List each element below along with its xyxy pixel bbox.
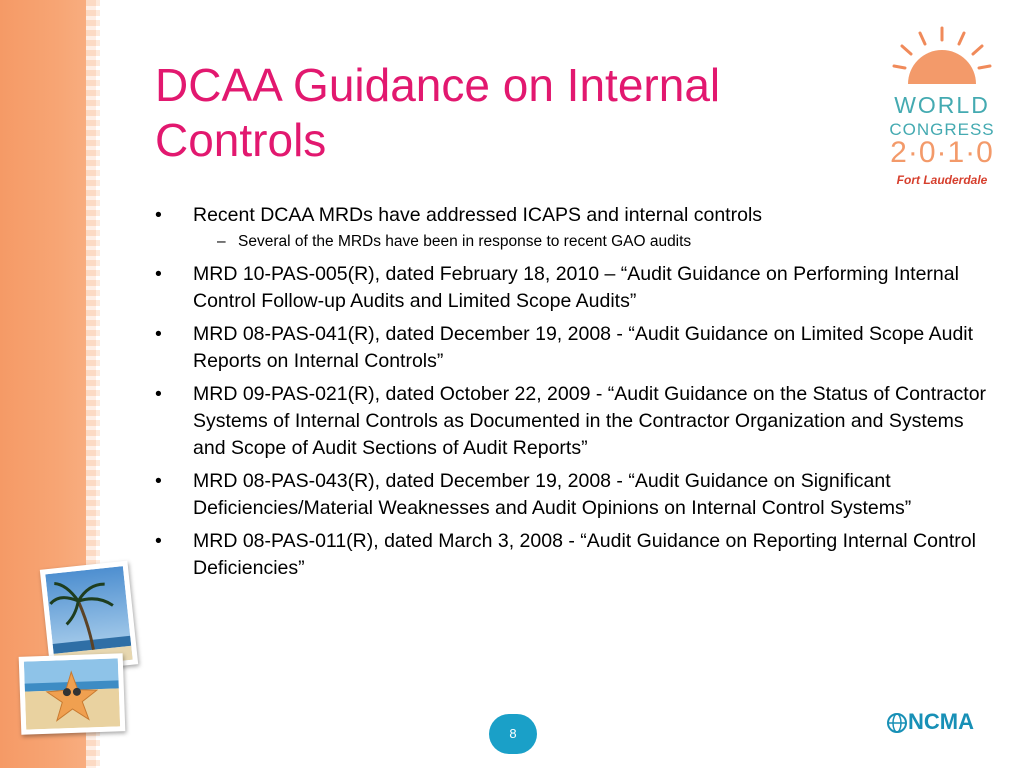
slide-title-line-2: Controls	[155, 114, 327, 166]
sub-bullet-text: Several of the MRDs have been in response to recent GAO audits	[238, 233, 692, 250]
bullet-text: MRD 08-PAS-011(R), dated March 3, 2008 - “Audit Guidance on Reporting Internal Control Deficiencies”	[193, 530, 976, 579]
logo-line-world: WORLD	[894, 92, 990, 118]
logo-line-congress: CONGRESS	[889, 120, 995, 139]
sun-icon	[884, 24, 1000, 94]
bullet-text: MRD 08-PAS-043(R), dated December 19, 2008 - “Audit Guidance on Significant Deficiencies/Material Weaknesses and Audit Opinions on Internal Control Systems”	[193, 470, 912, 519]
bullet-item	[155, 202, 995, 229]
ncma-logo	[886, 708, 998, 738]
logo-line-year: 2·0·1·0	[890, 136, 994, 169]
page-number-badge: 8	[489, 714, 537, 754]
bullet-text: MRD 08-PAS-041(R), dated December 19, 2008 - “Audit Guidance on Limited Scope Audit Reports on Internal Controls”	[193, 323, 974, 372]
bullet-item	[155, 468, 995, 522]
bullet-marker: •	[155, 383, 162, 405]
bullet-marker: •	[155, 470, 162, 492]
slide-title-line-1: DCAA Guidance on Internal	[155, 59, 721, 111]
slide-title	[155, 58, 845, 168]
bullet-marker: •	[155, 263, 162, 285]
starfish-beach-photo	[19, 653, 126, 735]
ncma-wordmark: NCMA	[908, 709, 974, 734]
bullet-marker: •	[155, 204, 162, 226]
bullet-list	[155, 202, 995, 588]
bullet-item	[155, 528, 995, 582]
bullet-text: MRD 10-PAS-005(R), dated February 18, 2010 – “Audit Guidance on Performing Internal Control Follow-up Audits and Limited Scope Audits”	[193, 263, 959, 312]
bullet-marker: •	[155, 323, 162, 345]
bullet-item	[155, 261, 995, 315]
bullet-item	[155, 381, 995, 462]
world-congress-logo	[884, 24, 1000, 196]
bullet-text: MRD 09-PAS-021(R), dated October 22, 2009 - “Audit Guidance on the Status of Contractor Systems of Internal Controls as Documented in the Contractor Organization and Systems and Scope of Audit Sections of Audit Reports”	[193, 383, 987, 459]
globe-icon	[886, 712, 908, 734]
sub-bullet-marker: –	[217, 233, 226, 250]
bullet-item	[155, 321, 995, 375]
starfish-icon	[24, 658, 120, 729]
bullet-text: Recent DCAA MRDs have addressed ICAPS and internal controls	[193, 204, 763, 226]
sub-bullet-item	[155, 231, 995, 253]
logo-line-city: Fort Lauderdale	[896, 173, 988, 187]
bullet-marker: •	[155, 530, 162, 552]
